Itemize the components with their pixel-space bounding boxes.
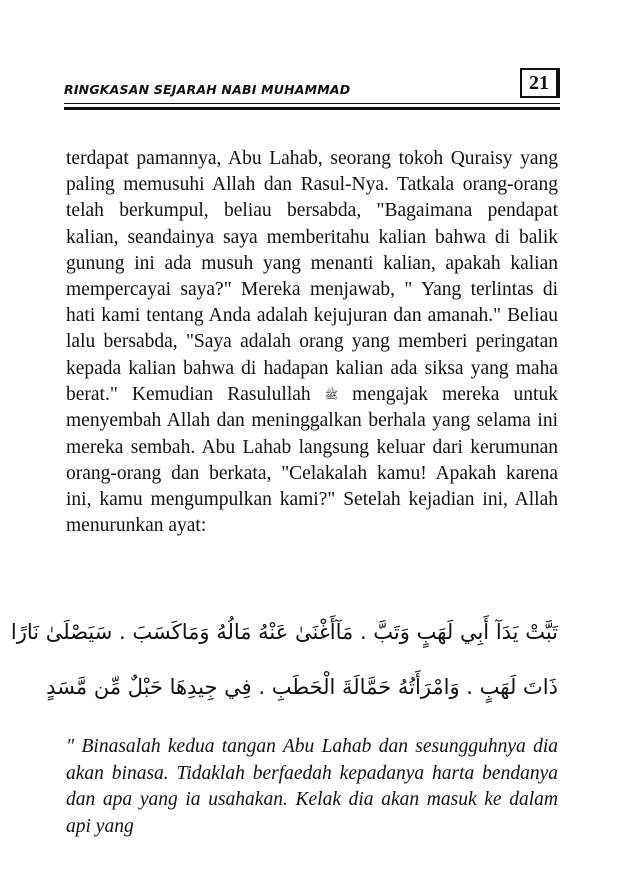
header-rule-thick — [64, 107, 560, 110]
quran-verse-line-2: ذَاتَ لَهَبٍ . وَامْرَأَتُهُ حَمَّالَةَ الْحَطَبِ . فِي جِيدِهَا حَبْلٌ مِّن مَّسَدٍ — [46, 675, 558, 699]
body-paragraph — [66, 146, 558, 539]
salawat-symbol: ﷺ — [324, 388, 339, 402]
body-text-before: terdapat pamannya, Abu Lahab, seorang tokoh Quraisy yang paling memusuhi Allah dan Rasul-Nya. Tatkala orang-orang telah berkumpul, beliau bersabda, "Bagaimana pendapat kalian, seandainya saya memberitahu kalian bahwa di balik gunung ini ada musuh yang menanti kalian, apakah kalian mempercayai saya?" Mereka menjawab, " Yang terlintas di hati kami tentang Anda adalah kejujuran dan amanah." Beliau lalu bersabda, "Saya adalah orang yang memberi peringatan kepada kalian bahwa di hadapan kalian ada siksa yang maha berat." Kemudian Rasulullah — [66, 148, 558, 405]
running-title: RINGKASAN SEJARAH NABI MUHAMMAD — [64, 82, 351, 97]
page-header — [64, 68, 560, 108]
body-text-after: mengajak mereka untuk menyembah Allah dan meninggalkan berhala yang selama ini mereka sembah. Abu Lahab langsung keluar dari kerumunan orang-orang dan berkata, "Celakalah kamu! Apakah karena ini, kamu mengumpulkan kami?" Setelah kejadian ini, Allah menurunkan ayat: — [66, 383, 558, 537]
quran-verse-line-1: تَبَّتْ يَدَآ أَبِي لَهَبٍ وَتَبَّ . مَآأَغْنَىٰ عَنْهُ مَالُهُ وَمَاكَسَبَ . سَيَصْلَىٰ نَارًا — [10, 620, 558, 644]
verse-translation: " Binasalah kedua tangan Abu Lahab dan sesungguhnya dia akan binasa. Tidaklah berfaedah kepadanya harta bendanya dan apa yang ia usahakan. Kelak dia akan masuk ke dalam api yang — [66, 736, 558, 837]
page-number: 21 — [520, 68, 560, 98]
header-rule-thin — [64, 103, 560, 104]
